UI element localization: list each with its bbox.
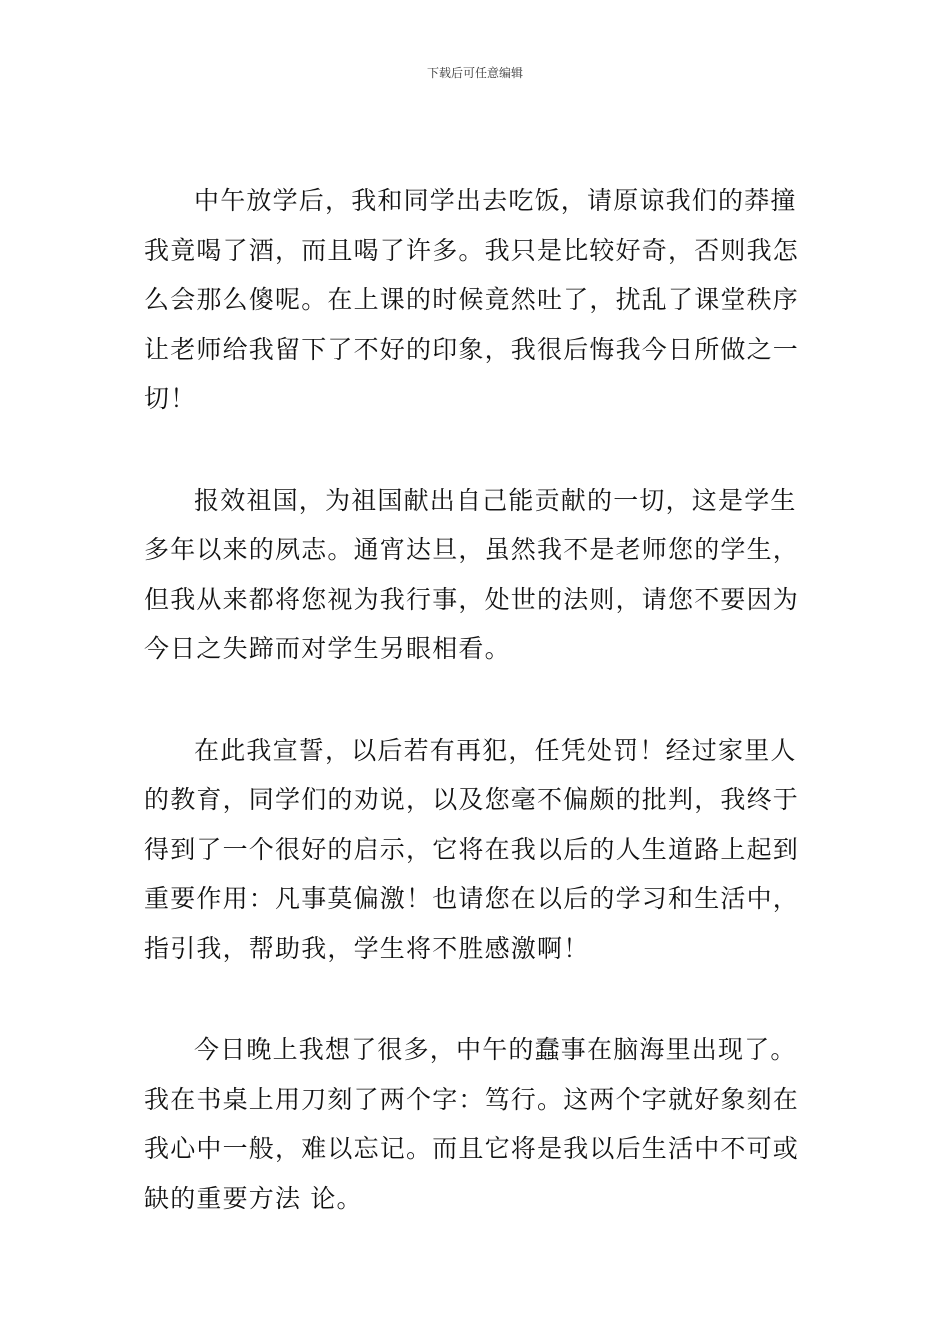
paragraph-1 [144, 176, 810, 424]
paragraph-3 [144, 726, 810, 974]
line: 切！ [144, 384, 197, 413]
line: 在此我宣誓，以后若有再犯，任凭处罚！经过家里人 [194, 735, 797, 765]
document-body [144, 176, 810, 1275]
line: 我在书桌上用刀刻了两个字：笃行。这两个字就好象刻在 [144, 1084, 800, 1114]
line: 让老师给我留下了不好的印象，我很后悔我今日所做之一 [144, 334, 800, 364]
line: 缺的重要方法 论。 [144, 1183, 363, 1213]
line: 今日晚上我想了很多，中午的蠢事在脑海里出现了。 [194, 1035, 797, 1064]
page-header-note: 下载后可任意编辑 [426, 66, 523, 80]
line: 报效祖国，为祖国献出自己能贡献的一切，这是学生 [194, 485, 797, 515]
line: 么会那么傻呢。在上课的时候竟然吐了，扰乱了课堂秩序 [144, 285, 800, 314]
line: 指引我，帮助我，学生将不胜感激啊！ [144, 933, 590, 963]
paragraph-4 [144, 1025, 810, 1223]
line: 的教育，同学们的劝说，以及您毫不偏颇的批判，我终于 [144, 785, 800, 814]
line: 今日之失蹄而对学生另眼相看。 [144, 634, 511, 663]
line: 多年以来的夙志。通宵达旦，虽然我不是老师您的学生， [144, 535, 800, 564]
line: 我竟喝了酒，而且喝了许多。我只是比较好奇，否则我怎 [144, 235, 800, 265]
line: 中午放学后，我和同学出去吃饭，请原谅我们的莽撞 [194, 186, 797, 215]
line: 但我从来都将您视为我行事，处世的法则，请您不要因为 [144, 584, 800, 614]
paragraph-2 [144, 476, 810, 674]
line: 我心中一般，难以忘记。而且它将是我以后生活中不可或 [144, 1134, 800, 1163]
line: 得到了一个很好的启示，它将在我以后的人生道路上起到 [144, 834, 800, 864]
line: 重要作用：凡事莫偏激！也请您在以后的学习和生活中， [144, 884, 800, 913]
